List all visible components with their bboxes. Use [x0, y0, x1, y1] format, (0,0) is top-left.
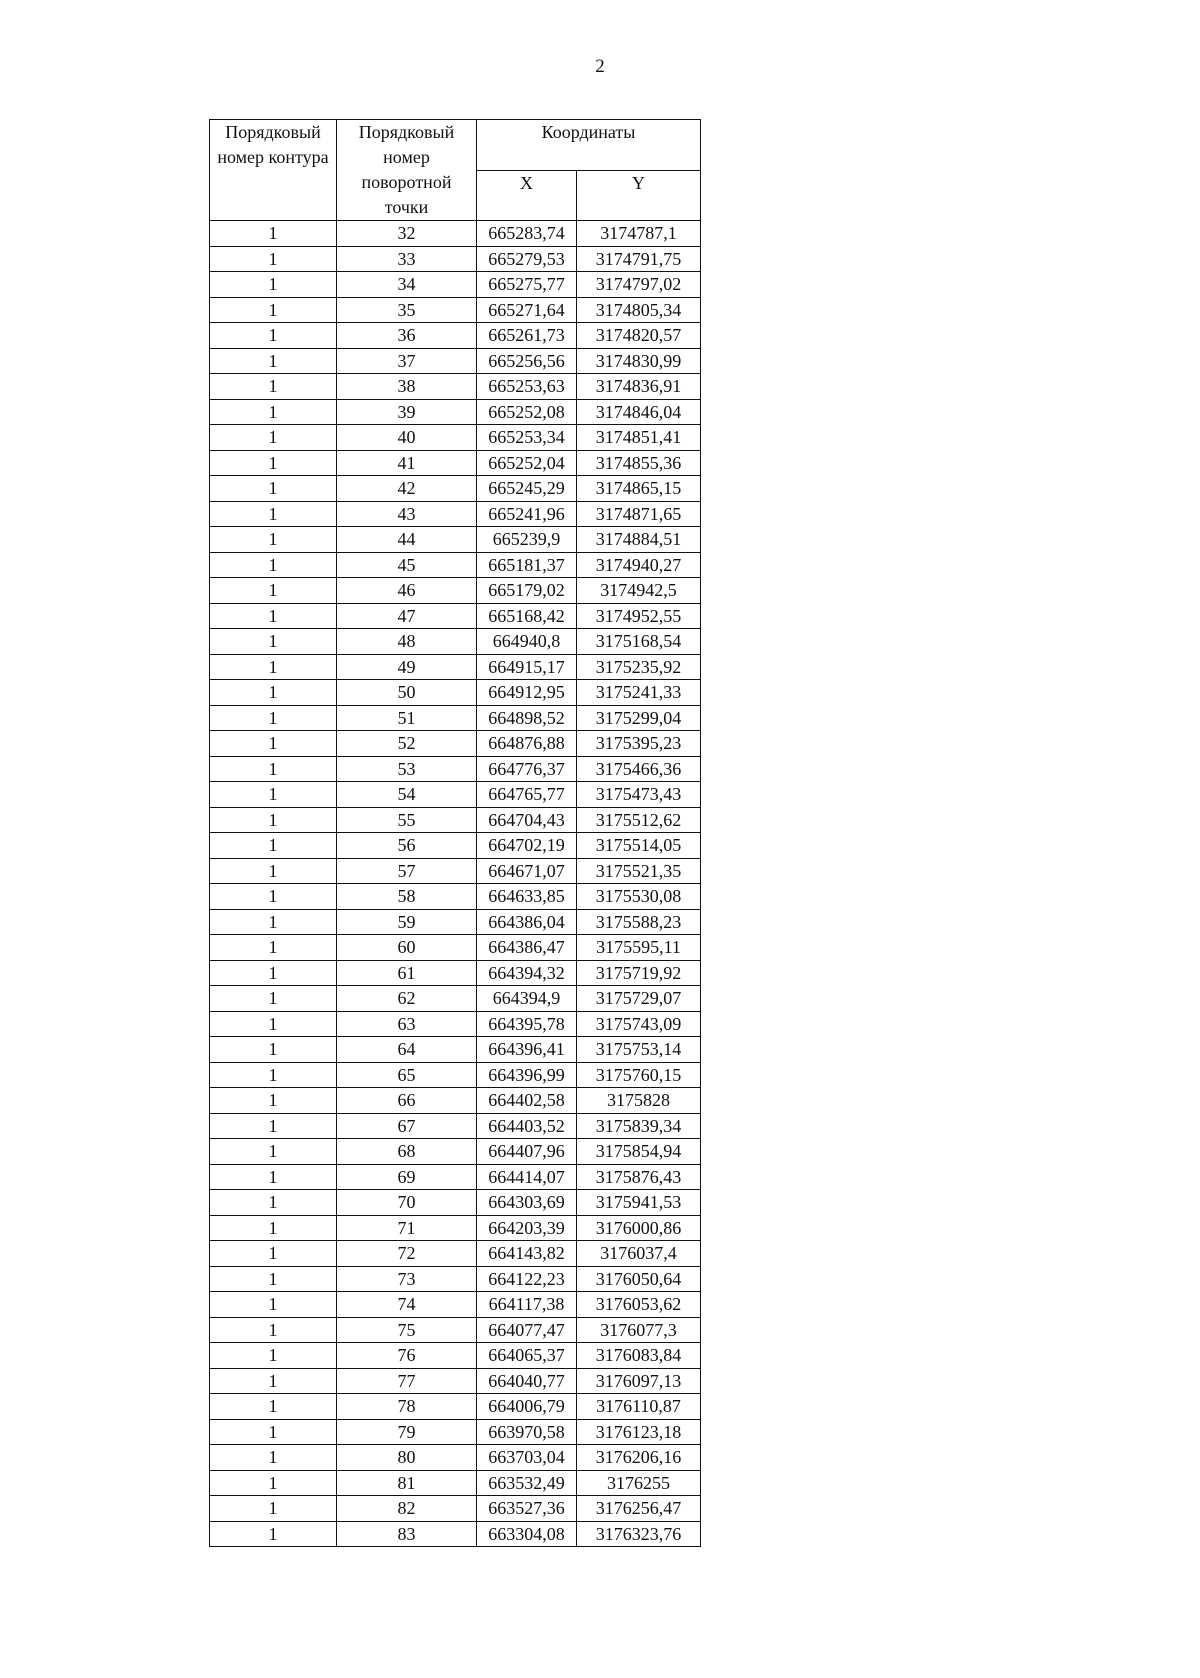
- cell-point-number: 36: [337, 323, 477, 349]
- table-row: [210, 756, 701, 782]
- table-row: [210, 1317, 701, 1343]
- page-number: 2: [595, 56, 605, 77]
- cell-contour-number: 1: [210, 1317, 337, 1343]
- cell-point-number: 62: [337, 986, 477, 1012]
- cell-y: 3174820,57: [577, 323, 701, 349]
- cell-y: 3175514,05: [577, 833, 701, 859]
- cell-y: 3176050,64: [577, 1266, 701, 1292]
- cell-y: 3176206,16: [577, 1445, 701, 1471]
- cell-contour-number: 1: [210, 1011, 337, 1037]
- table-row: [210, 629, 701, 655]
- cell-contour-number: 1: [210, 935, 337, 961]
- cell-contour-number: 1: [210, 578, 337, 604]
- cell-x: 663970,58: [477, 1419, 577, 1445]
- cell-y: 3174797,02: [577, 272, 701, 298]
- table-row: [210, 1343, 701, 1369]
- table-row: [210, 1190, 701, 1216]
- table-row: [210, 1215, 701, 1241]
- cell-x: 664006,79: [477, 1394, 577, 1420]
- cell-point-number: 46: [337, 578, 477, 604]
- table-row: [210, 297, 701, 323]
- cell-y: 3175760,15: [577, 1062, 701, 1088]
- cell-x: 665253,63: [477, 374, 577, 400]
- cell-point-number: 82: [337, 1496, 477, 1522]
- cell-x: 664912,95: [477, 680, 577, 706]
- cell-contour-number: 1: [210, 1215, 337, 1241]
- cell-point-number: 33: [337, 246, 477, 272]
- cell-y: 3176037,4: [577, 1241, 701, 1267]
- cell-contour-number: 1: [210, 858, 337, 884]
- table-row: [210, 272, 701, 298]
- cell-point-number: 73: [337, 1266, 477, 1292]
- table-row: [210, 603, 701, 629]
- table-row: [210, 527, 701, 553]
- cell-y: 3175473,43: [577, 782, 701, 808]
- cell-y: 3174952,55: [577, 603, 701, 629]
- cell-x: 664394,32: [477, 960, 577, 986]
- cell-x: 665239,9: [477, 527, 577, 553]
- cell-point-number: 42: [337, 476, 477, 502]
- cell-point-number: 68: [337, 1139, 477, 1165]
- table-row: [210, 1266, 701, 1292]
- table-row: [210, 705, 701, 731]
- cell-x: 665241,96: [477, 501, 577, 527]
- table-row: [210, 1368, 701, 1394]
- table-row: [210, 501, 701, 527]
- cell-point-number: 77: [337, 1368, 477, 1394]
- cell-contour-number: 1: [210, 960, 337, 986]
- table-row: [210, 578, 701, 604]
- table-row: [210, 1521, 701, 1547]
- table-row: [210, 1011, 701, 1037]
- cell-contour-number: 1: [210, 1190, 337, 1216]
- cell-y: 3175466,36: [577, 756, 701, 782]
- cell-y: 3176000,86: [577, 1215, 701, 1241]
- table-row: [210, 1164, 701, 1190]
- table-row: [210, 654, 701, 680]
- cell-x: 663703,04: [477, 1445, 577, 1471]
- cell-point-number: 81: [337, 1470, 477, 1496]
- cell-point-number: 34: [337, 272, 477, 298]
- table-row: [210, 399, 701, 425]
- cell-x: 664414,07: [477, 1164, 577, 1190]
- cell-contour-number: 1: [210, 1062, 337, 1088]
- cell-point-number: 40: [337, 425, 477, 451]
- cell-x: 664203,39: [477, 1215, 577, 1241]
- cell-y: 3176097,13: [577, 1368, 701, 1394]
- cell-y: 3174791,75: [577, 246, 701, 272]
- cell-contour-number: 1: [210, 425, 337, 451]
- cell-point-number: 65: [337, 1062, 477, 1088]
- cell-x: 663527,36: [477, 1496, 577, 1522]
- table-row: [210, 246, 701, 272]
- cell-contour-number: 1: [210, 221, 337, 247]
- cell-point-number: 60: [337, 935, 477, 961]
- cell-y: 3175753,14: [577, 1037, 701, 1063]
- cell-point-number: 56: [337, 833, 477, 859]
- cell-contour-number: 1: [210, 272, 337, 298]
- table-row: [210, 858, 701, 884]
- cell-y: 3176083,84: [577, 1343, 701, 1369]
- cell-contour-number: 1: [210, 782, 337, 808]
- cell-point-number: 44: [337, 527, 477, 553]
- cell-point-number: 51: [337, 705, 477, 731]
- cell-y: 3174836,91: [577, 374, 701, 400]
- cell-contour-number: 1: [210, 629, 337, 655]
- cell-x: 664117,38: [477, 1292, 577, 1318]
- cell-y: 3175876,43: [577, 1164, 701, 1190]
- table-row: [210, 1037, 701, 1063]
- cell-contour-number: 1: [210, 246, 337, 272]
- cell-x: 665261,73: [477, 323, 577, 349]
- cell-y: 3174855,36: [577, 450, 701, 476]
- cell-contour-number: 1: [210, 1113, 337, 1139]
- cell-point-number: 63: [337, 1011, 477, 1037]
- cell-y: 3175828: [577, 1088, 701, 1114]
- cell-x: 664395,78: [477, 1011, 577, 1037]
- cell-x: 664396,99: [477, 1062, 577, 1088]
- cell-contour-number: 1: [210, 680, 337, 706]
- cell-contour-number: 1: [210, 1368, 337, 1394]
- cell-point-number: 47: [337, 603, 477, 629]
- cell-y: 3174942,5: [577, 578, 701, 604]
- cell-x: 665168,42: [477, 603, 577, 629]
- cell-y: 3175941,53: [577, 1190, 701, 1216]
- cell-point-number: 59: [337, 909, 477, 935]
- cell-y: 3174865,15: [577, 476, 701, 502]
- cell-point-number: 48: [337, 629, 477, 655]
- cell-point-number: 79: [337, 1419, 477, 1445]
- cell-y: 3175521,35: [577, 858, 701, 884]
- cell-x: 665283,74: [477, 221, 577, 247]
- cell-x: 664386,04: [477, 909, 577, 935]
- cell-y: 3174884,51: [577, 527, 701, 553]
- table-row: [210, 476, 701, 502]
- cell-contour-number: 1: [210, 476, 337, 502]
- cell-x: 665245,29: [477, 476, 577, 502]
- cell-y: 3176123,18: [577, 1419, 701, 1445]
- cell-point-number: 74: [337, 1292, 477, 1318]
- header-y: Y: [577, 170, 701, 221]
- cell-x: 664394,9: [477, 986, 577, 1012]
- table-row: [210, 807, 701, 833]
- cell-point-number: 66: [337, 1088, 477, 1114]
- table-row: [210, 1113, 701, 1139]
- cell-contour-number: 1: [210, 603, 337, 629]
- cell-contour-number: 1: [210, 1088, 337, 1114]
- cell-y: 3175729,07: [577, 986, 701, 1012]
- cell-point-number: 43: [337, 501, 477, 527]
- cell-contour-number: 1: [210, 1496, 337, 1522]
- table-body: [210, 221, 701, 1547]
- cell-contour-number: 1: [210, 756, 337, 782]
- cell-contour-number: 1: [210, 654, 337, 680]
- cell-x: 664303,69: [477, 1190, 577, 1216]
- cell-point-number: 55: [337, 807, 477, 833]
- cell-x: 664898,52: [477, 705, 577, 731]
- table-row: [210, 1062, 701, 1088]
- cell-contour-number: 1: [210, 1037, 337, 1063]
- cell-y: 3175235,92: [577, 654, 701, 680]
- cell-y: 3176323,76: [577, 1521, 701, 1547]
- cell-contour-number: 1: [210, 1139, 337, 1165]
- table-row: [210, 1241, 701, 1267]
- cell-x: 664765,77: [477, 782, 577, 808]
- cell-contour-number: 1: [210, 1164, 337, 1190]
- cell-x: 665252,08: [477, 399, 577, 425]
- cell-contour-number: 1: [210, 909, 337, 935]
- cell-contour-number: 1: [210, 552, 337, 578]
- cell-y: 3175588,23: [577, 909, 701, 935]
- cell-y: 3176255: [577, 1470, 701, 1496]
- cell-y: 3175719,92: [577, 960, 701, 986]
- table-row: [210, 731, 701, 757]
- cell-contour-number: 1: [210, 1343, 337, 1369]
- cell-y: 3175168,54: [577, 629, 701, 655]
- cell-y: 3175512,62: [577, 807, 701, 833]
- table-row: [210, 348, 701, 374]
- cell-x: 665271,64: [477, 297, 577, 323]
- cell-contour-number: 1: [210, 1266, 337, 1292]
- cell-contour-number: 1: [210, 1292, 337, 1318]
- cell-x: 665275,77: [477, 272, 577, 298]
- cell-point-number: 35: [337, 297, 477, 323]
- cell-x: 665253,34: [477, 425, 577, 451]
- cell-point-number: 32: [337, 221, 477, 247]
- cell-y: 3176256,47: [577, 1496, 701, 1522]
- cell-contour-number: 1: [210, 297, 337, 323]
- cell-point-number: 58: [337, 884, 477, 910]
- cell-contour-number: 1: [210, 501, 337, 527]
- cell-point-number: 50: [337, 680, 477, 706]
- table-row: [210, 1292, 701, 1318]
- cell-y: 3176110,87: [577, 1394, 701, 1420]
- table-row: [210, 221, 701, 247]
- cell-x: 665256,56: [477, 348, 577, 374]
- table-row: [210, 986, 701, 1012]
- cell-x: 664702,19: [477, 833, 577, 859]
- table-row: [210, 552, 701, 578]
- header-contour-number: Порядковый номер контура: [210, 120, 337, 221]
- table-row: [210, 1419, 701, 1445]
- header-coordinates: Координаты: [477, 120, 701, 171]
- cell-x: 663304,08: [477, 1521, 577, 1547]
- cell-x: 665279,53: [477, 246, 577, 272]
- cell-point-number: 71: [337, 1215, 477, 1241]
- table-row: [210, 1470, 701, 1496]
- table-row: [210, 1139, 701, 1165]
- cell-point-number: 72: [337, 1241, 477, 1267]
- table-row: [210, 450, 701, 476]
- cell-contour-number: 1: [210, 1419, 337, 1445]
- cell-y: 3176053,62: [577, 1292, 701, 1318]
- cell-x: 665181,37: [477, 552, 577, 578]
- cell-y: 3174830,99: [577, 348, 701, 374]
- cell-x: 664396,41: [477, 1037, 577, 1063]
- cell-x: 664633,85: [477, 884, 577, 910]
- cell-x: 663532,49: [477, 1470, 577, 1496]
- cell-contour-number: 1: [210, 1241, 337, 1267]
- cell-x: 664915,17: [477, 654, 577, 680]
- cell-y: 3175854,94: [577, 1139, 701, 1165]
- table-row: [210, 680, 701, 706]
- cell-y: 3175299,04: [577, 705, 701, 731]
- cell-y: 3175595,11: [577, 935, 701, 961]
- cell-point-number: 54: [337, 782, 477, 808]
- cell-x: 664143,82: [477, 1241, 577, 1267]
- header-point-number: Порядковый номер поворотной точки: [337, 120, 477, 221]
- cell-x: 664671,07: [477, 858, 577, 884]
- table-row: [210, 1394, 701, 1420]
- cell-y: 3175395,23: [577, 731, 701, 757]
- cell-point-number: 76: [337, 1343, 477, 1369]
- table-row: [210, 323, 701, 349]
- cell-point-number: 52: [337, 731, 477, 757]
- cell-point-number: 45: [337, 552, 477, 578]
- cell-x: 664403,52: [477, 1113, 577, 1139]
- cell-x: 664386,47: [477, 935, 577, 961]
- cell-contour-number: 1: [210, 1445, 337, 1471]
- cell-contour-number: 1: [210, 884, 337, 910]
- cell-contour-number: 1: [210, 450, 337, 476]
- cell-point-number: 53: [337, 756, 477, 782]
- cell-y: 3175839,34: [577, 1113, 701, 1139]
- cell-y: 3175241,33: [577, 680, 701, 706]
- cell-point-number: 39: [337, 399, 477, 425]
- cell-point-number: 83: [337, 1521, 477, 1547]
- header-x: X: [477, 170, 577, 221]
- cell-point-number: 61: [337, 960, 477, 986]
- cell-point-number: 67: [337, 1113, 477, 1139]
- cell-y: 3175530,08: [577, 884, 701, 910]
- cell-x: 665252,04: [477, 450, 577, 476]
- cell-contour-number: 1: [210, 833, 337, 859]
- cell-contour-number: 1: [210, 986, 337, 1012]
- cell-y: 3176077,3: [577, 1317, 701, 1343]
- table-row: [210, 1088, 701, 1114]
- cell-x: 664940,8: [477, 629, 577, 655]
- cell-x: 664402,58: [477, 1088, 577, 1114]
- cell-y: 3174851,41: [577, 425, 701, 451]
- table-row: [210, 374, 701, 400]
- cell-point-number: 49: [337, 654, 477, 680]
- cell-point-number: 80: [337, 1445, 477, 1471]
- cell-contour-number: 1: [210, 807, 337, 833]
- table-row: [210, 909, 701, 935]
- cell-y: 3174805,34: [577, 297, 701, 323]
- table-row: [210, 1496, 701, 1522]
- cell-point-number: 57: [337, 858, 477, 884]
- table-row: [210, 1445, 701, 1471]
- cell-point-number: 37: [337, 348, 477, 374]
- cell-contour-number: 1: [210, 374, 337, 400]
- cell-y: 3174940,27: [577, 552, 701, 578]
- cell-y: 3174846,04: [577, 399, 701, 425]
- cell-point-number: 64: [337, 1037, 477, 1063]
- cell-point-number: 38: [337, 374, 477, 400]
- cell-x: 664407,96: [477, 1139, 577, 1165]
- cell-point-number: 78: [337, 1394, 477, 1420]
- cell-x: 664065,37: [477, 1343, 577, 1369]
- cell-contour-number: 1: [210, 1521, 337, 1547]
- cell-contour-number: 1: [210, 527, 337, 553]
- table-row: [210, 884, 701, 910]
- cell-x: 664122,23: [477, 1266, 577, 1292]
- cell-contour-number: 1: [210, 705, 337, 731]
- cell-x: 664704,43: [477, 807, 577, 833]
- cell-x: 664040,77: [477, 1368, 577, 1394]
- cell-x: 664077,47: [477, 1317, 577, 1343]
- cell-point-number: 41: [337, 450, 477, 476]
- cell-y: 3174787,1: [577, 221, 701, 247]
- cell-x: 664876,88: [477, 731, 577, 757]
- coordinates-table: [209, 119, 701, 1547]
- cell-y: 3174871,65: [577, 501, 701, 527]
- table-row: [210, 833, 701, 859]
- cell-contour-number: 1: [210, 323, 337, 349]
- cell-contour-number: 1: [210, 1470, 337, 1496]
- table-row: [210, 425, 701, 451]
- cell-contour-number: 1: [210, 399, 337, 425]
- table-header: [210, 120, 701, 221]
- cell-x: 664776,37: [477, 756, 577, 782]
- cell-contour-number: 1: [210, 348, 337, 374]
- cell-point-number: 75: [337, 1317, 477, 1343]
- table-row: [210, 935, 701, 961]
- cell-y: 3175743,09: [577, 1011, 701, 1037]
- cell-contour-number: 1: [210, 1394, 337, 1420]
- cell-point-number: 70: [337, 1190, 477, 1216]
- table-row: [210, 960, 701, 986]
- cell-contour-number: 1: [210, 731, 337, 757]
- cell-x: 665179,02: [477, 578, 577, 604]
- table-row: [210, 782, 701, 808]
- cell-point-number: 69: [337, 1164, 477, 1190]
